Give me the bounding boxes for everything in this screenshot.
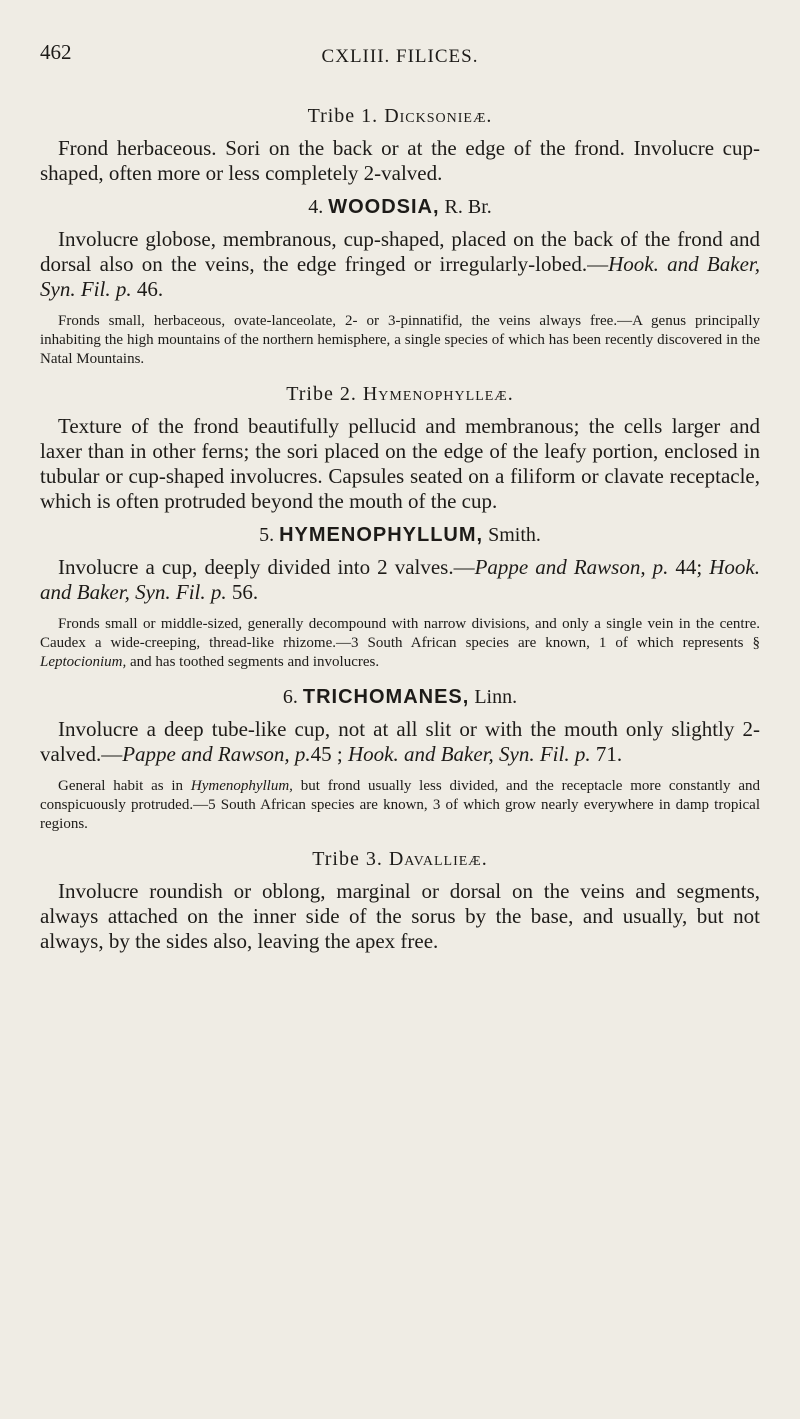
tribe-3-heading <box>40 848 760 871</box>
genus-5-heading <box>40 524 760 547</box>
reference-2: Hook. and Baker, Syn. Fil. p. <box>40 555 761 604</box>
genus-authority: Smith. <box>488 524 541 546</box>
note-italic: Leptocionium, <box>40 654 127 670</box>
genus-6-note <box>40 777 760 834</box>
genus-name: HYMENOPHYLLUM, <box>279 524 484 546</box>
tribe-name: Dicksonieæ. <box>384 105 493 127</box>
genus-number: 4. <box>308 196 324 218</box>
note-end: but frond usually less divided, and the receptacle more constantly and conspicuously protruded.—5 South African species are known, 3 of which grow nearly everywhere in damp tropical regions. <box>40 778 760 832</box>
genus-5-note <box>40 615 760 672</box>
note-text: Fronds small or middle-sized, generally decompound with narrow divisions, and only a single vein in the centre. Caudex a wide-creeping, thread-like rhizome.—3 South African species are known, 1 of which represents § <box>40 616 760 651</box>
tribe-2-heading <box>40 383 760 406</box>
genus-4-heading <box>40 196 760 219</box>
tribe-2-description: Texture of the frond beautifully pellucid and membranous; the cells larger and laxer than in other ferns; the sori placed on the edge of the leafy portion, enclosed in tubular or cup-shaped involucres. Capsules seated on a filiform or clavate receptacle, which is often protruded beyond the mouth of the cup. <box>40 414 760 513</box>
genus-4-note: Fronds small, herbaceous, ovate-lanceolate, 2- or 3-pinnatifid, the veins always free.—A genus principally inhabiting the high mountains of the northern hemisphere, a single species of which has been recently discovered in the Natal Mountains. <box>40 313 760 367</box>
note-end: and has toothed segments and involucres. <box>130 654 380 670</box>
genus-authority: R. Br. <box>444 196 492 218</box>
tribe-name: Davallieæ. <box>388 848 488 870</box>
note-text: General habit as in <box>58 778 184 794</box>
page-content <box>40 105 760 964</box>
tribe-3-description: Involucre roundish or oblong, marginal or dorsal on the veins and segments, always attached on the inner side of the sorus by the base, and usually, but not always, by the sides also, leaving the apex free. <box>40 879 760 953</box>
genus-name: WOODSIA, <box>328 196 440 218</box>
genus-number: 5. <box>259 524 275 546</box>
reference-1-page: 45 <box>310 742 332 766</box>
tribe-label: Tribe 3. <box>312 848 383 870</box>
reference-2-page: 56. <box>231 580 259 604</box>
genus-4-description <box>40 227 760 302</box>
tribe-label: Tribe 1. <box>307 105 379 127</box>
reference-2: Hook. and Baker, Syn. Fil. p. <box>347 742 591 766</box>
description-text: Involucre globose, membranous, cup-shaped, placed on the back of the frond and dorsal also on the veins, the edge fringed or irregularly-lobed.— <box>40 227 760 276</box>
reference-1: Pappe and Rawson, p. <box>122 742 311 766</box>
description-text: Involucre a cup, deeply divided into 2 valves.— <box>58 555 475 579</box>
genus-5-description: Involucre a cup, deeply divided into 2 valves.—Pappe and Rawson, p. 44; Hook. and Baker, Syn. Fil. p. 56. <box>40 555 761 604</box>
genus-name: TRICHOMANES, <box>302 686 470 708</box>
tribe-1-description: Frond herbaceous. Sori on the back or at the edge of the frond. Involucre cup-shaped, often more or less completely 2-valved. <box>40 136 760 185</box>
tribe-name: Hymenophylleæ. <box>362 383 514 405</box>
genus-number: 6. <box>282 686 298 708</box>
tribe-label: Tribe 2. <box>286 383 357 405</box>
reference-1: Pappe and Rawson, p. <box>474 555 669 579</box>
genus-authority: Linn. <box>474 686 518 708</box>
reference: Hook. and Baker, Syn. Fil. p. <box>40 252 760 301</box>
note-italic: Hymenophyllum, <box>190 778 293 794</box>
reference-1-page: 44 <box>675 555 697 579</box>
tribe-1-heading <box>40 105 760 128</box>
description-text: Involucre a deep tube-like cup, not at all slit or with the mouth only slightly 2-valved.— <box>40 717 760 766</box>
running-head: CXLIII. FILICES. <box>321 46 479 67</box>
genus-6-description: Involucre a deep tube-like cup, not at all slit or with the mouth only slightly 2-valved.—Pappe and Rawson, p.45 ; Hook. and Baker, Syn. Fil. p. 71. <box>40 717 760 766</box>
reference-page: 46. <box>136 277 164 301</box>
page-number: 462 <box>40 40 72 64</box>
genus-6-heading <box>40 686 760 709</box>
reference-2-page: 71. <box>595 742 623 766</box>
